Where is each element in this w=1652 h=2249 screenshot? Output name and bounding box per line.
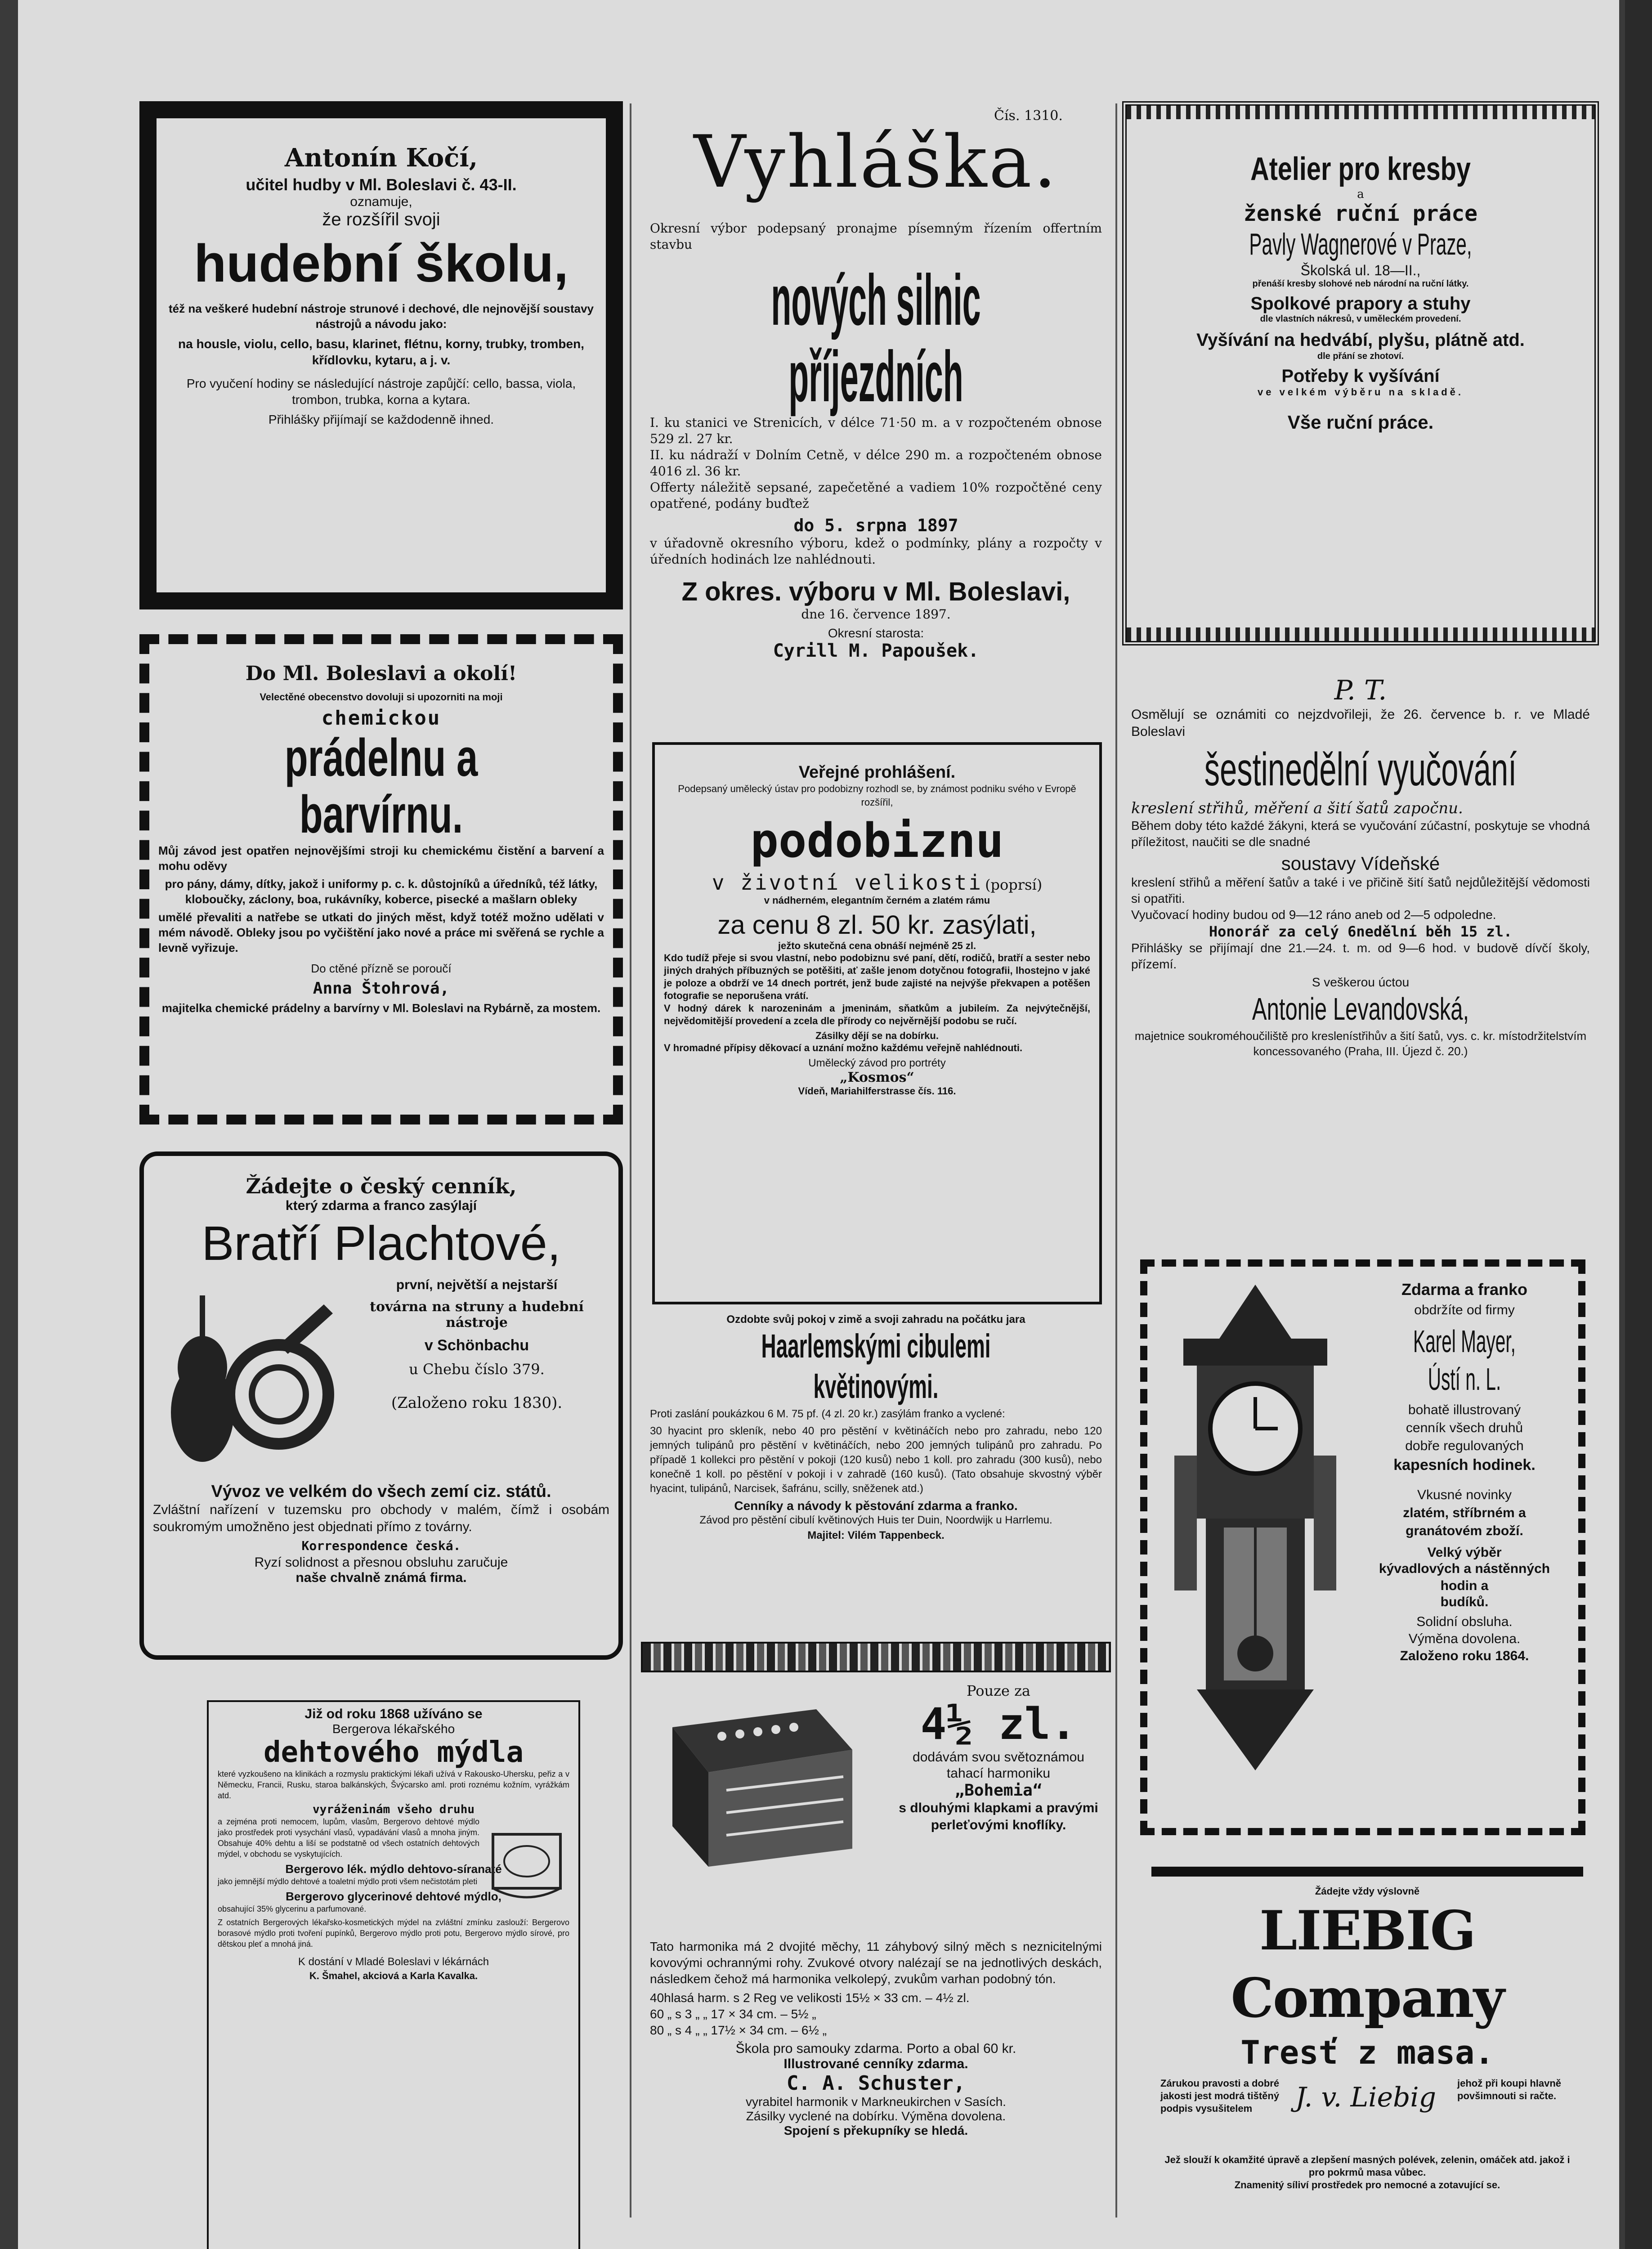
decorative-border-strip [641, 1642, 1111, 1672]
ad-paragraph: obsahující 35% glycerinu a parfumované. [218, 1904, 367, 1913]
ad-line: tahací harmoniku [946, 1766, 1051, 1781]
ad-paragraph: majitelka chemické prádelny a barvírny v Ml. Boleslavi na Rybárně, za mostem. [161, 1001, 601, 1015]
signature: J. v. Liebig [1295, 2082, 1437, 2113]
ad-line: Vývoz ve velkém do všech zemí ciz. států. [211, 1482, 551, 1501]
ad-mayer-clocks [1140, 1259, 1585, 1835]
ad-line: ježto skutečná cena obnáší nejméně 25 zl. [778, 940, 976, 951]
ad-paragraph: Z ostatních Bergerových lékařsko-kosmetických mýdel na zvláštní zmínku zaslouží: Bergerovo borasové mýdlo proti tvoření pupínků, Bergerovo mýdlo proti potu, Bergerovo mýdlo sírové, pro dětskou pleť a mnohá jiná. [218, 1918, 569, 1949]
ad-headline: Karel Mayer, Ústí n. L. [1413, 1324, 1516, 1397]
ad-name: „Kosmos“ [840, 1070, 914, 1085]
ornament-border-bottom [1127, 627, 1594, 641]
ad-line: Zásilky dějí se na dobírku. [815, 1030, 939, 1041]
ad-line: Korrespondence česká. [301, 1538, 461, 1553]
ad-line: oznamuje, [350, 194, 412, 209]
ad-line: v nádherném, elegantním černém a zlatém rámu [764, 895, 990, 906]
ad-line: Již od roku 1868 užíváno se [304, 1707, 483, 1721]
harmonica-illustration [654, 1700, 866, 1871]
ad-vyhlaska [641, 121, 1111, 742]
ad-line: Výměna dovolena. [1408, 1631, 1521, 1646]
ad-paragraph: V hodný dárek k narozeninám a jmeninám, sňatkům a jubileím. Za nejvýtečnější, nejvědomitější provedení a zcela dle přírody co nejvěrnější podobu se ručí. [664, 1003, 1090, 1026]
ad-paragraph: Osmělují se oznámiti co nejzdvořileji, že 26. července b. r. ve Mladé Boleslavi [1131, 707, 1590, 739]
ad-line: naše chvalně známá firma. [295, 1570, 467, 1585]
ad-paragraph: Kdo tudíž přeje si svou vlastní, nebo podobiznu své paní, dětí, rodičů, bratří a sester nebo jiných drahých příbuzných se potěšiti, ať zašle jenom dotyčnou fotografii, lhostejno v jaké je poloze a obdrží ve 14 dnech portrét, jenž bude zajisté na nejvýše překvapen a potěšen fotografie se neporušena vrátí. [664, 952, 1090, 1001]
ad-line: S veškerou úctou [1312, 975, 1410, 989]
ad-right-text [1359, 1280, 1570, 1664]
ad-headline: prádelnu a barvírnu. [284, 728, 478, 844]
ad-line: Potřeby k vyšívání [1281, 366, 1440, 386]
page-edge-shadow [1625, 0, 1652, 2249]
ad-line: první, největší a nejstarší [396, 1277, 558, 1292]
ad-name: C. A. Schuster, [786, 2072, 966, 2095]
violin-trumpet-illustration [153, 1277, 342, 1475]
newspaper-page [18, 0, 1619, 2249]
ad-line: Ryzí solidnost a přesnou obsluhu zaručuje [254, 1555, 508, 1570]
ad-paragraph: pro pány, dámy, dítky, jakož i uniformy p. c. k. důstojníků a úředníků, též látky, kloboučky, záclony, boa, rukávníky, koberce, pisecké a mašlarn obleky [165, 877, 598, 906]
ad-line: dobře regulovaných [1405, 1438, 1524, 1453]
ad-line: Bergerovo glycerinové dehtové mýdlo, [286, 1890, 501, 1903]
ad-line: vyrabitel harmonik v Markneukirchen v Sasích. [746, 2095, 1006, 2109]
ad-paragraph: kreslení střihů, měření a šití šatů započnu. [1131, 799, 1463, 817]
ad-line: Cenníky a návody k pěstování zdarma a franko. [734, 1499, 1018, 1513]
ad-paragraph: Podepsaný umělecký ústav pro podobizny rozhodl se, by známost podniku svého v Evropě rozšířil, [678, 783, 1076, 808]
ad-title: Veřejné prohlášení. [798, 763, 956, 782]
ad-right-text [342, 1277, 612, 1412]
ad-line: Ozdobte svůj pokoj v zimě a svoji zahradu na počátku jara [726, 1313, 1025, 1326]
ad-signature: Z okres. výboru v Ml. Boleslavi, [681, 577, 1070, 606]
ad-line: Vídeň, Mariahilferstrasse čís. 116. [798, 1085, 956, 1097]
ad-line: Solidní obsluha. [1416, 1614, 1513, 1629]
ad-line: zlatém, stříbrném a [1403, 1505, 1526, 1520]
ad-line: K dostání v Mladé Boleslavi v lékárnách [298, 1956, 489, 1968]
ad-line: Vkusné novinky [1417, 1487, 1512, 1502]
ad-paragraph: kreslení střihů a měření šatův a také i ve přičině šití šatů nejdůležitější vědomosti si opatřiti. [1131, 875, 1590, 905]
ad-line [655, 870, 1099, 895]
ad-paragraph: Proti zaslání poukázkou 6 M. 75 pf. (4 zl. 20 kr.) zasýlám franko a vyclené: [650, 1408, 1005, 1420]
ad-name: Anna Štohrová, [313, 979, 450, 998]
ad-line: Illustrované cenníky zdarma. [783, 2056, 968, 2071]
ad-line: granátovém zboží. [1406, 1523, 1523, 1538]
ad-line: přenáší kresby slohové neb národní na ruční látky. [1252, 279, 1469, 289]
ad-line: Velký výběr [1427, 1545, 1502, 1560]
ad-title: Do Ml. Boleslavi a okolí! [245, 662, 517, 685]
ad-title: P. T. [1334, 675, 1387, 706]
ad-line: Majitel: Vilém Tappenbeck. [807, 1529, 945, 1541]
ad-title: Žádejte o český cenník, [246, 1174, 517, 1198]
ad-line: dodávám svou světoznámou [913, 1750, 1084, 1765]
wall-clock-illustration [1156, 1276, 1354, 1824]
ad-paragraph: Přihlášky se přijímají dne 21.—24. t. m. od 9—6 hod. v budově dívčí školy, přízemí. [1131, 941, 1590, 971]
ad-line: Spolkové prapory a stuhy [1250, 294, 1471, 314]
ad-paragraph: Tato harmonika má 2 dvojité měchy, 11 záhybový silný měch s neznicitelnými kovovými ochrannými rohy. Zvukové otvory nalézají se na jednotlivých deskách, následkem čehož má harmonika velkolepý, zvukům varhan podobný tón. [650, 1940, 1102, 1986]
ad-line: učitel hudby v Ml. Boleslavi č. 43-II. [246, 175, 517, 194]
ad-item: II. ku nádraží v Dolním Cetně, v délce 290 m. a rozpočteném obnose 4016 zl. 36 kr. [650, 448, 1102, 479]
ad-title: Antonín Kočí, [284, 143, 478, 173]
ad-paragraph: majetnice soukroméhoučiliště pro kreslenístřihův a šití šatů, vys. c. kr. místodržitelstvím koncessovaného (Praha, III. Újezd č. 20.) [1134, 1029, 1587, 1058]
ad-koci-music-school [139, 101, 623, 609]
ad-paragraph: Pro vyučení hodiny se následující nástroje zapůjčí: cello, bassa, viola, trombon, trubka, korna a kytara. [186, 376, 576, 407]
ad-line: u Chebu číslo 379. [409, 1361, 545, 1378]
ad-line: s dlouhými klapkami a pravými perleťovými knoflíky. [899, 1801, 1098, 1832]
ad-line: obdržíte od firmy [1414, 1303, 1515, 1317]
ad-headline: podobiznu [750, 813, 1004, 868]
ad-line: Vyšívání na hedvábí, plyšu, plátně atd. [1196, 330, 1525, 350]
ad-paragraph: na housle, violu, cello, basu, klarinet, flétnu, korny, trubky, tromben, křídlovku, kytaru, a j. v. [178, 337, 584, 367]
ad-paragraph: V hromadné přípisy děkovací a uznání možno každému veřejně nahlédnouti. [664, 1042, 1023, 1053]
price-row: 40hlasá harm. s 2 Reg ve velikosti 15½ × 33 cm. – 4½ zl. [650, 1991, 970, 2005]
ad-price: za cenu 8 zl. 50 kr. zasýlati, [717, 910, 1037, 940]
ad-line: bohatě illustrovaný [1408, 1402, 1521, 1417]
ad-paragraph: Offerty náležitě sepsané, zapečetěné a vadiem 10% rozpočtěné ceny opatřené, podány buďtež [650, 480, 1102, 511]
ad-paragraph: v úřadovně okresního výboru, kdež o podmínky, plány a rozpočty v úředních hodinách lze nahlédnouti. [650, 536, 1102, 567]
ad-deadline: do 5. srpna 1897 [793, 515, 958, 535]
ad-line: a [1357, 188, 1364, 201]
ad-paragraph: Jež slouží k okamžité úpravě a zlepšení masných polévek, zelenin, omáček atd. jakož i pro pokrmů masa vůbec. [1164, 2154, 1570, 2178]
ad-paragraph: Znamenitý síliví prostředek pro nemocné a zotavující se. [1234, 2179, 1500, 2191]
ad-plachtove-instruments [139, 1151, 623, 1660]
ad-paragraph: Zárukou pravosti a dobré jakosti jest modrá tištěný podpis vysušitelem [1160, 2078, 1280, 2114]
ad-line: kapesních hodinek. [1393, 1456, 1536, 1474]
ad-line: ve velkém výběru na skladě. [1258, 386, 1464, 398]
ad-line: Škola pro samouky zdarma. Porto a obal 60 kr. [735, 2041, 1016, 2056]
ad-line: Velectěné obecenstvo dovoluji si upozorniti na moji [260, 691, 503, 703]
ad-line: továrna na struny a hudební nástroje [370, 1299, 584, 1331]
ad-line: že rozšířil svoji [322, 210, 440, 229]
ad-haarlem-bulbs [641, 1313, 1111, 1637]
ad-line: Zdarma a franko [1401, 1280, 1528, 1299]
ad-line: Do ctěné přízně se poroučí [311, 962, 452, 975]
ad-subhead-note: (poprsí) [985, 876, 1043, 893]
ad-bergerovo-soap [207, 1700, 580, 2249]
ad-line: vyráženinám všeho druhu [312, 1803, 475, 1816]
price-row: 80 „ s 4 „ „ 17½ × 34 cm. – 6½ „ [650, 2023, 827, 2037]
ad-line: Bergerova lékařského [332, 1722, 455, 1736]
ad-headline: nových silnic příjezdních [771, 260, 981, 417]
ad-liebig [1151, 1867, 1583, 2236]
ad-paragraph: a zejména proti nemocem, lupům, vlasům, Bergerovo dehtové mýdlo jako prostředek proti vysychání vlasů, vypadávání vlasů a mnoha jiným. Obsahuje 40% dehtu a liší se podstatně od všech ostatních dehtových mýdel, v obchodu se vyskytujících. [218, 1817, 479, 1859]
ad-headline: hudební školu, [194, 234, 569, 293]
ad-line: Založeno roku 1864. [1400, 1649, 1529, 1663]
ad-line: Okresní starosta: [828, 626, 924, 640]
ad-title: Vyhláška. [694, 121, 1058, 204]
ad-line: Zásilky vyclené na dobírku. Výměna dovolena. [746, 2109, 1006, 2123]
ad-right-text [893, 1682, 1104, 1834]
ad-line: kývadlových a nástěnných hodin a [1379, 1561, 1550, 1593]
ad-bottom-text [144, 1482, 618, 1586]
ad-title: Atelier pro kresby [1250, 151, 1471, 187]
ad-line: Bergerovo lék. mýdlo dehtovo-síranaté [285, 1862, 502, 1876]
ad-line: budíků. [1440, 1595, 1489, 1609]
ad-headline: Tresť z masa. [1240, 2034, 1494, 2071]
ad-headline: Haarlemskými cibulemi květinovými. [761, 1327, 991, 1405]
column-rule [630, 103, 631, 2218]
ad-name: Antonie Levandovská, [1252, 991, 1469, 1026]
ad-line: dne 16. července 1897. [801, 607, 951, 622]
ad-line: který zdarma a franco zasýlají [285, 1198, 477, 1213]
ad-wagnerova-atelier [1122, 101, 1599, 645]
ad-line: „Bohemia“ [954, 1781, 1043, 1800]
ad-headline: Bratří Plachtové, [201, 1216, 561, 1270]
ad-paragraph: Během doby této každé žákyni, která se vyučování zúčastní, poskytuje se vhodná příležitost, naučiti se dle snadné [1131, 819, 1590, 849]
ad-price: 4½ zl. [920, 1699, 1077, 1749]
ad-paragraph: které vyzkoušeno na klinikách a rozmyslu praktickými lékaři užívá v Rakousko-Uhersku, peřiz a v Německu, Francii, Rusku, staroa balkánských, Švýcarsko aml. proti roznému kožním, vyrážkám atd. [218, 1770, 569, 1800]
price-row: 60 „ s 3 „ „ 17 × 34 cm. – 5½ „ [650, 2007, 816, 2021]
ad-line: cenník všech druhů [1406, 1420, 1523, 1435]
liebig-logo: LIEBIG Company [1231, 1899, 1504, 2030]
ad-paragraph: též na veškeré hudební nástroje strunové i dechové, dle nejnovější soustavy nástrojů a návodu jako: [169, 302, 594, 331]
ad-line: chemickou [321, 707, 441, 730]
ad-line: soustavy Vídeňské [1281, 853, 1440, 874]
ad-headline: dehtového mýdla [264, 1736, 524, 1769]
ad-paragraph: umělé převaliti a natřebe se utkati do jiných měst, když totéž možno udělati v mém návodě. Obleky jsou po vyčištění jako nové a práce mi svěřená se rychle a levně vyřizuje. [158, 910, 604, 954]
ad-stohrova-laundry [139, 634, 623, 1124]
ad-kosmos-portraits [652, 742, 1102, 1304]
berger-seal-icon [484, 1821, 569, 1906]
ad-line: Školská ul. 18—II., [1300, 262, 1421, 278]
ad-item: I. ku stanici ve Strenicích, v délce 71·50 m. a v rozpočteném obnose 529 zl. 27 kr. [650, 415, 1102, 446]
ad-line: Spojení s překupníky se hledá. [783, 2124, 968, 2137]
ad-paragraph: Závod pro pěstění cibulí květinových Huis ter Duin, Noordwijk u Harrlemu. [699, 1514, 1052, 1526]
ad-line: dle přání se zhotoví. [1317, 351, 1404, 361]
ad-paragraph: Můj závod jest opatřen nejnovějšími stroji ku chemickému čistění a barvení a mohu oděvy [158, 844, 604, 873]
ad-line: ženské ruční práce [1243, 201, 1478, 226]
ad-signature-row [1151, 2077, 1583, 2154]
ad-line: v Schönbachu [424, 1337, 529, 1354]
ad-line: Přihlášky přijímají se každodenně ihned. [268, 412, 494, 426]
ad-line: Honorář za celý 6nedělní běh 15 zl. [1209, 923, 1513, 940]
ad-schuster-harmonica [641, 1642, 1111, 2249]
ad-subhead: v životní velikosti [712, 870, 983, 895]
ad-bottom-text [641, 1939, 1111, 2138]
issue-number: Čís. 1310. [994, 108, 1063, 124]
ad-paragraph: 30 hyacint pro skleník, nebo 40 pro pěstění v květináčích nebo pro zahradu, nebo 120 jemných tulipánů pro pěstění v květináčích, nebo 200 jemných tulipánů pro zahradu. Po případě 1 kollekci pro pěstění v pokoji (120 kusů) nebo 1 koll. pro zahradu (300 kusů), nebo konečně 1 koll. po pěstění v pokoji i v zahradě (160 kusů). (Tato obsahuje skvostný výběr hyacint, tulipánů, Narcisek, šafránu, scilly, sněženek atd.) [650, 1425, 1102, 1495]
ad-line: Umělecký závod pro portréty [808, 1057, 946, 1069]
ad-name: Cyrill M. Papoušek. [773, 641, 979, 661]
ad-headline: šestinedělní vyučování [1204, 744, 1517, 796]
ad-paragraph: Vyučovací hodiny budou od 9—12 ráno aneb od 2—5 odpoledne. [1131, 908, 1496, 922]
ad-line: K. Šmahel, akciová a Karla Kavalka. [309, 1970, 478, 1981]
ad-levandovska-sewing [1122, 675, 1599, 1246]
ad-line: dle vlastních nákresů, v uměleckém provedení. [1260, 314, 1461, 324]
ad-paragraph: jehož při koupi hlavně povšimnouti si račte. [1457, 2078, 1562, 2101]
column-rule [1115, 103, 1117, 2218]
ad-line: Žádejte vždy výslovně [1315, 1886, 1420, 1897]
ad-line: Pouze za [966, 1682, 1030, 1699]
ad-line: (Založeno roku 1830). [391, 1394, 563, 1412]
ad-headline: Pavly Wagnerové v Praze, [1249, 227, 1472, 261]
ad-line: Vše ruční práce. [1287, 412, 1434, 433]
ad-paragraph: Zvláštní nařízení v tuzemsku pro obchody v malém, čímž i osobám soukromým umožněno jest objednati přímo z továrny. [153, 1502, 609, 1534]
ad-paragraph: Okresní výbor podepsaný pronajme písemným řízením offertním stavbu [650, 221, 1102, 252]
ornament-border-top [1127, 106, 1594, 119]
ad-paragraph: jako jemnější mýdlo dehtové a toaletní mýdlo proti všem nečistotám pleti [218, 1877, 478, 1886]
